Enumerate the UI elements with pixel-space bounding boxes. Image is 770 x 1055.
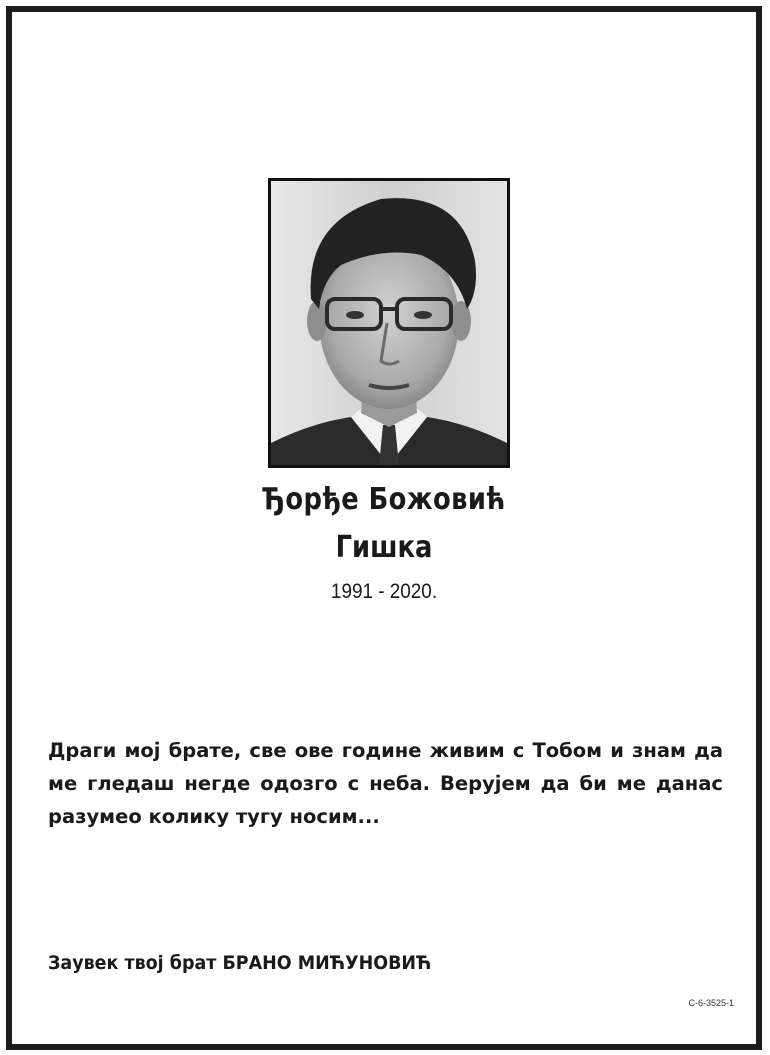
portrait-image [271, 181, 507, 465]
signature-line: Заувек твој брат БРАНО МИЋУНОВИЋ [48, 952, 432, 974]
deceased-name: Ђорђе Божовић [262, 482, 506, 517]
memorial-message: Драги мој брате, све ове године живим с Тобом и знам да ме гледаш негде одозго с неба. Верујем да би ме данас разумео колику тугу носим... [48, 739, 723, 828]
life-years: 1991 - 2020. [330, 580, 438, 603]
ad-code: С-6-3525-1 [688, 998, 734, 1008]
notice-frame [6, 6, 762, 1050]
deceased-nickname: Гишка [335, 530, 433, 565]
portrait-photo [268, 178, 510, 468]
